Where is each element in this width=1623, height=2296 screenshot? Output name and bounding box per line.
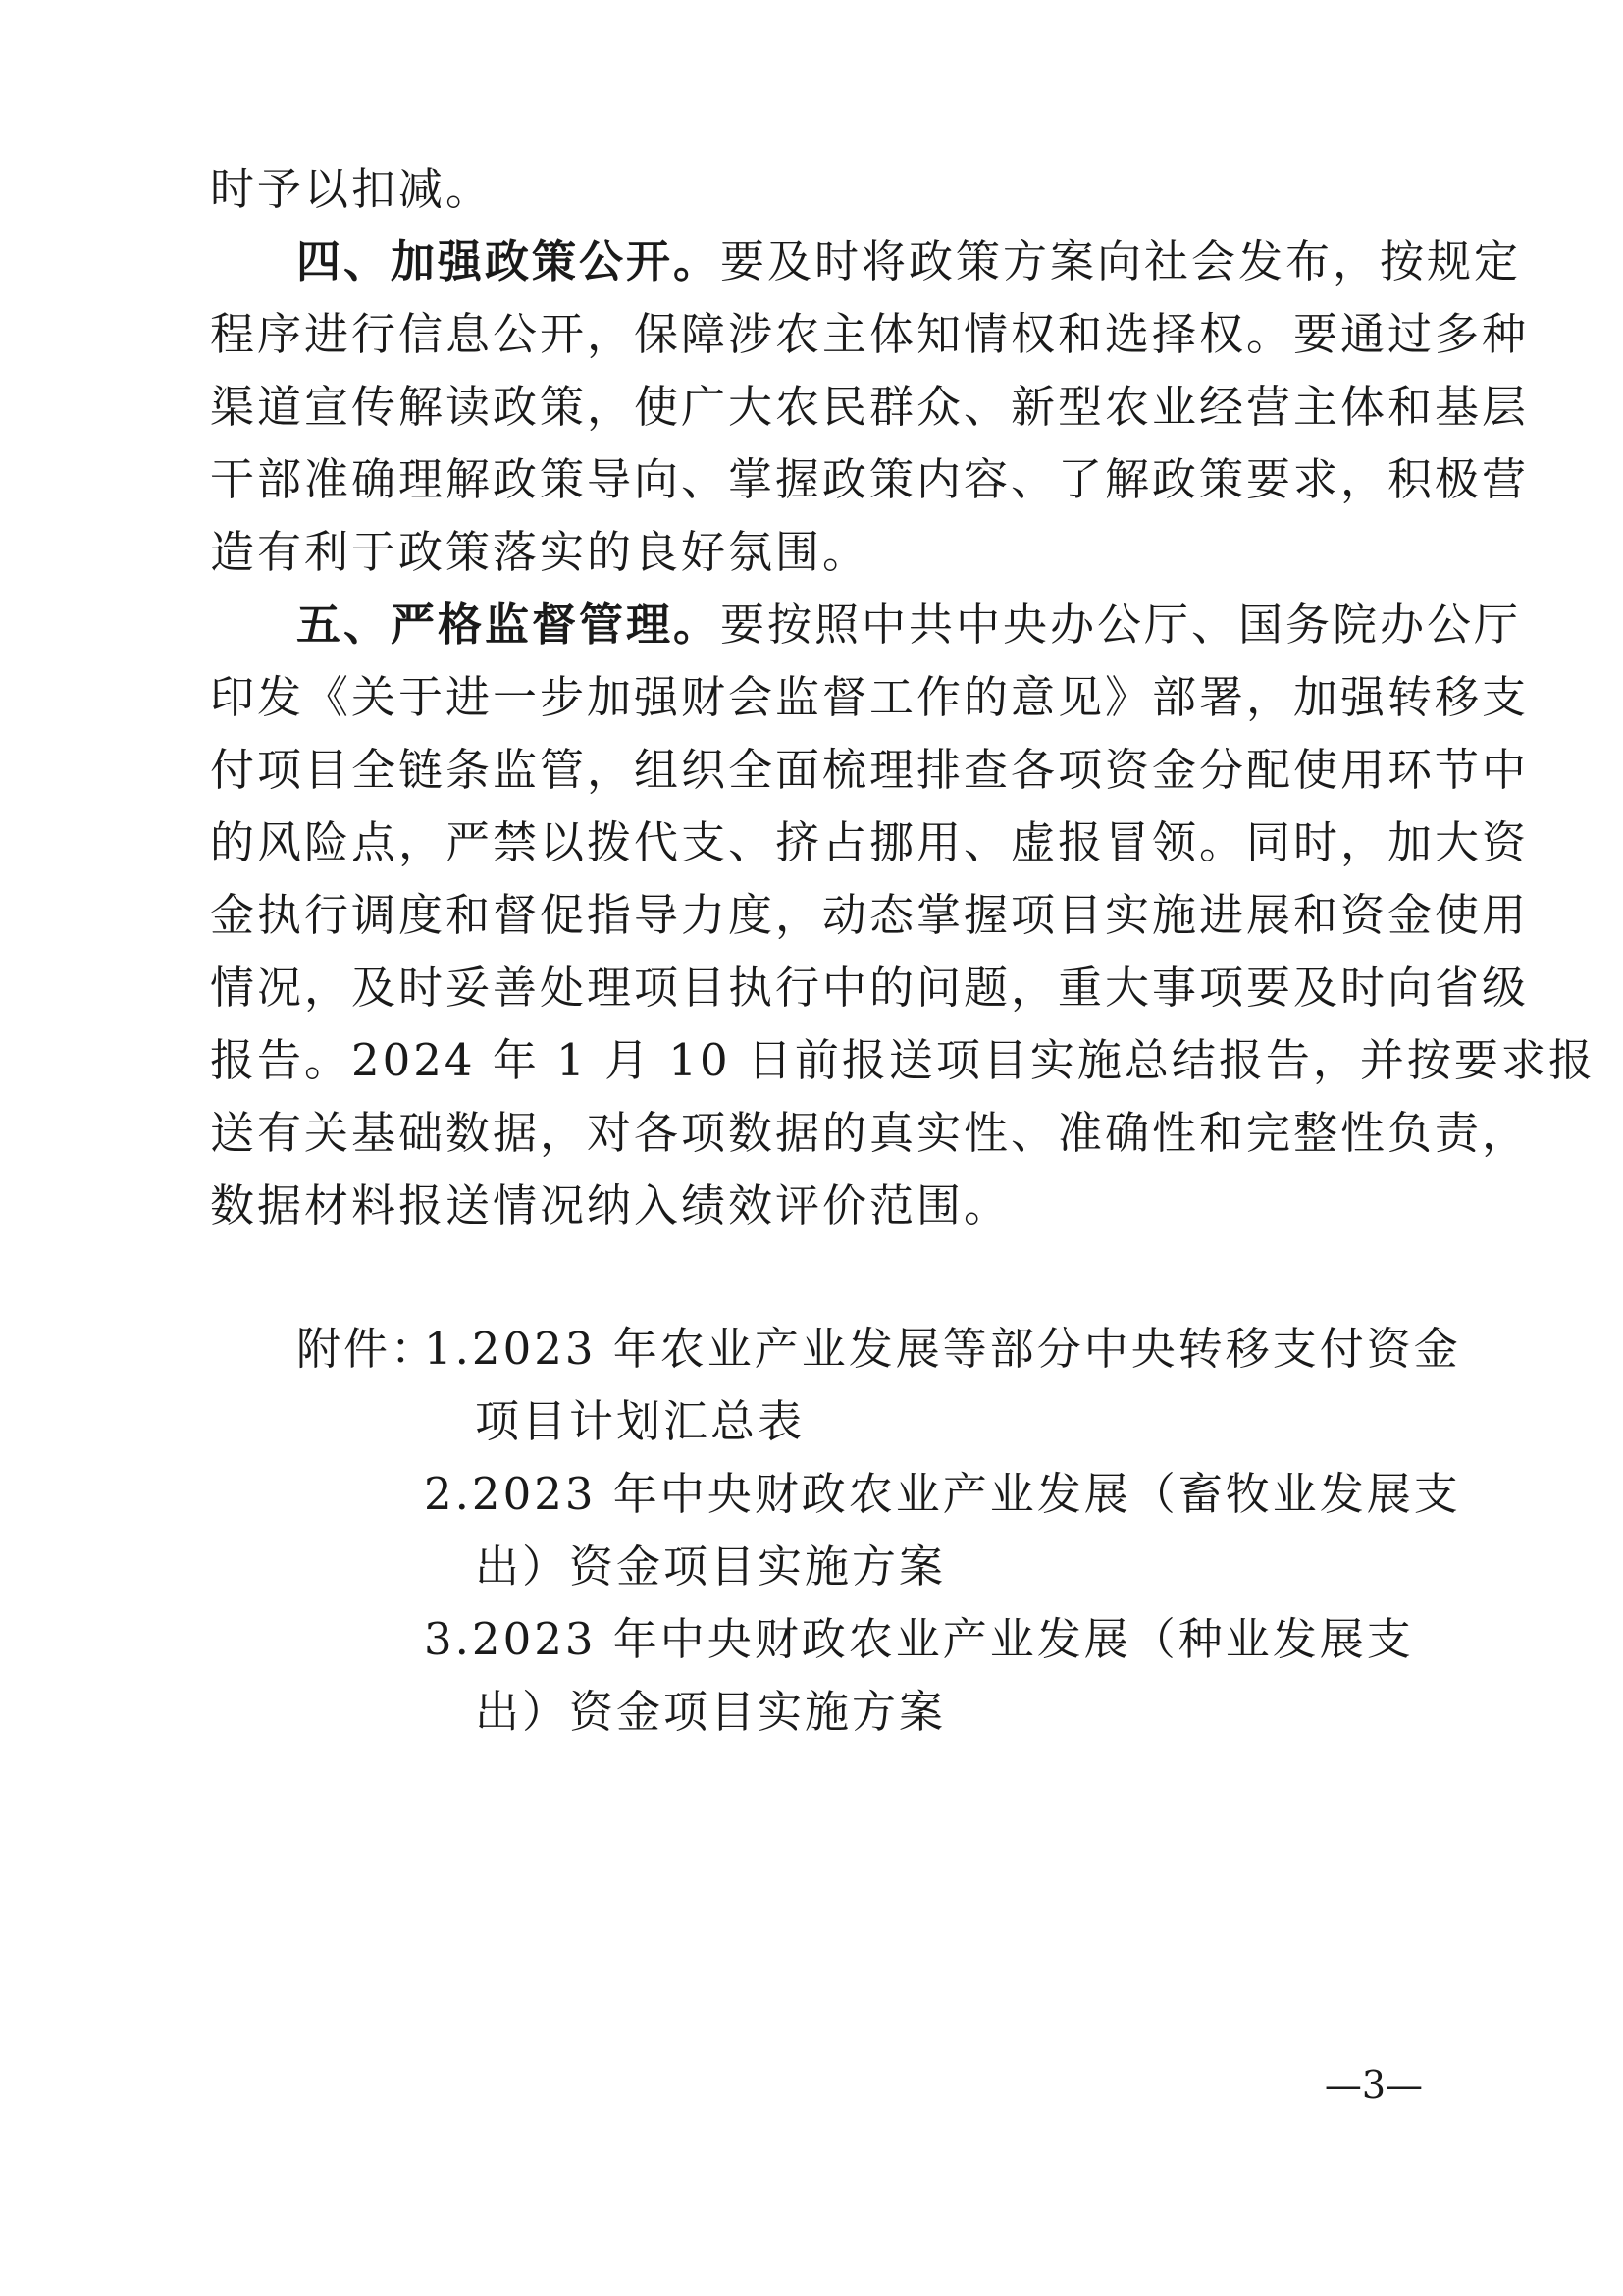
- paragraph-line: 程序进行信息公开，保障涉农主体知情权和选择权。要通过多种: [210, 308, 1530, 360]
- attachments-label: 附件：: [296, 1323, 439, 1375]
- paragraph-line: 付项目全链条监管，组织全面梳理排查各项资金分配使用环节中: [210, 744, 1530, 796]
- section-heading: 四、加强政策公开。: [296, 235, 721, 287]
- attachment-item-2-line-1: 2.2023 年中央财政农业产业发展（畜牧业发展支: [424, 1468, 1461, 1520]
- paragraph-line: 造有利于政策落实的良好氛围。: [210, 526, 870, 578]
- paragraph-line: 报告。2024 年 1 月 10 日前报送项目实施总结报告，并按要求报: [210, 1034, 1596, 1086]
- page-number: —3—: [1324, 2063, 1423, 2107]
- paragraph-text: 要及时将政策方案向社会发布，按规定: [720, 235, 1522, 287]
- paragraph-line: 送有关基础数据，对各项数据的真实性、准确性和完整性负责，: [210, 1107, 1530, 1159]
- attachment-item-2-line-2: 出）资金项目实施方案: [475, 1540, 947, 1592]
- paragraph-line: 情况，及时妥善处理项目执行中的问题，重大事项要及时向省级: [210, 962, 1530, 1014]
- paragraph-line: 的风险点，严禁以拨代支、挤占挪用、虚报冒领。同时，加大资: [210, 816, 1530, 868]
- attachment-item-3-line-2: 出）资金项目实施方案: [475, 1686, 947, 1738]
- paragraph-line: 渠道宣传解读政策，使广大农民群众、新型农业经营主体和基层: [210, 381, 1530, 433]
- attachment-item-1-line-1: 1.2023 年农业产业发展等部分中央转移支付资金: [424, 1323, 1461, 1375]
- paragraph-line: 数据材料报送情况纳入绩效评价范围。: [210, 1179, 1012, 1231]
- attachment-item-3-line-1: 3.2023 年中央财政农业产业发展（种业发展支: [424, 1613, 1414, 1665]
- section-heading: 五、严格监督管理。: [296, 599, 721, 651]
- paragraph-text: 要按照中共中央办公厅、国务院办公厅: [720, 599, 1522, 651]
- paragraph-line: 干部准确理解政策导向、掌握政策内容、了解政策要求，积极营: [210, 453, 1530, 505]
- paragraph-line: 时予以扣减。: [210, 163, 494, 215]
- attachment-item-1-line-2: 项目计划汇总表: [475, 1395, 806, 1447]
- paragraph-line: 印发《关于进一步加强财会监督工作的意见》部署，加强转移支: [210, 671, 1530, 723]
- paragraph-line: 金执行调度和督促指导力度，动态掌握项目实施进展和资金使用: [210, 889, 1530, 941]
